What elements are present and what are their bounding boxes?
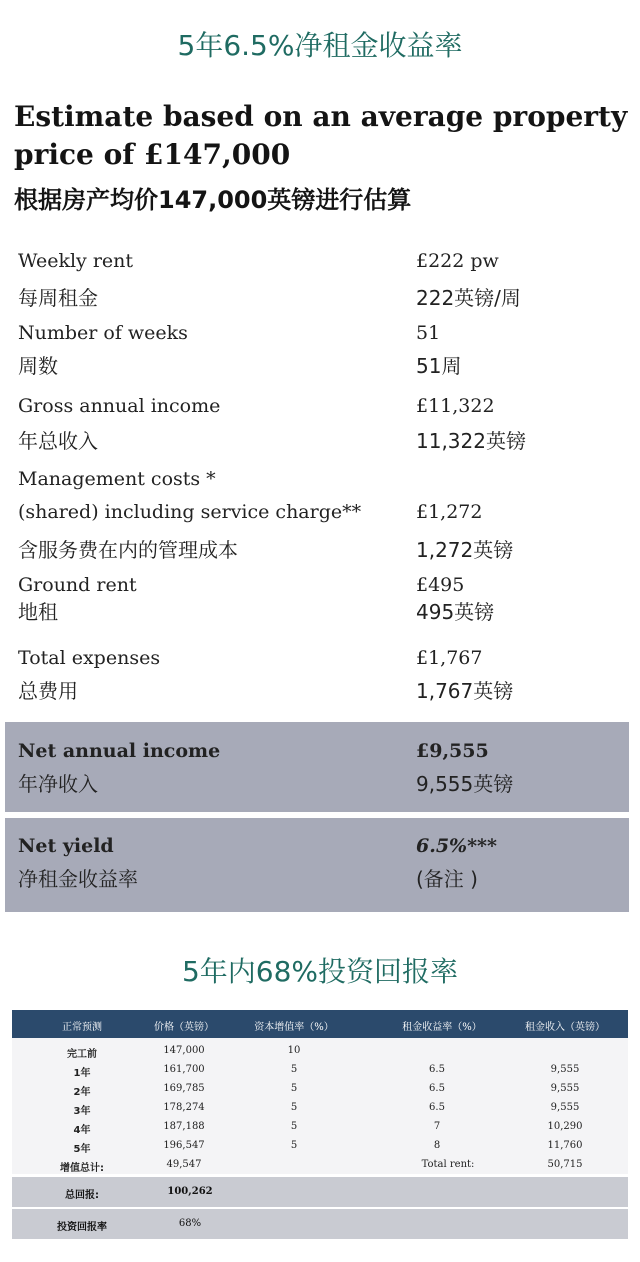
row-label-en: Gross annual income — [18, 395, 221, 417]
row-label-zh: 净租金收益率 — [18, 867, 138, 891]
row-value-en: £1,767 — [416, 647, 483, 669]
table-cell: 8 — [433, 1140, 441, 1151]
roi-band — [12, 1209, 628, 1239]
table-header-cell: 资本增值率（%） — [254, 1022, 334, 1033]
row-label-en: Net yield — [18, 835, 114, 857]
row-label-en: Weekly rent — [18, 250, 134, 272]
section-title: 5年内68%投资回报率 — [181, 955, 459, 988]
row-value-zh: 9,555英镑 — [416, 772, 514, 796]
table-header-cell: 租金收益率（%） — [402, 1022, 482, 1033]
row-value-en: 6.5%*** — [416, 835, 497, 857]
row-label-zh: 每周租金 — [18, 286, 98, 310]
roi-label: 投资回报率 — [57, 1222, 107, 1233]
row-label-en: Ground rent — [18, 574, 137, 596]
table-cell: 3年 — [73, 1106, 91, 1117]
table-cell: 11,760 — [547, 1140, 583, 1151]
table-header-cell: 正常预测 — [62, 1022, 102, 1033]
table-row — [12, 1157, 628, 1175]
table-cell: 7 — [433, 1121, 441, 1132]
table-cell: 169,785 — [163, 1083, 205, 1094]
row-label-zh: 地租 — [18, 600, 58, 624]
table-cell: 147,000 — [163, 1045, 205, 1056]
table-cell: 9,555 — [550, 1064, 580, 1075]
row-value-en: £11,322 — [416, 395, 495, 417]
row-label-zh: 总费用 — [18, 679, 78, 703]
row-value-en: 51 — [416, 322, 441, 344]
roi-value: 68% — [178, 1218, 202, 1229]
table-cell: 6.5 — [429, 1064, 445, 1075]
row-label-en-line2: (shared) including service charge** — [18, 501, 362, 523]
page-title: 5年6.5%净租金收益率 — [177, 29, 463, 62]
table-row — [12, 1043, 628, 1061]
row-value-en: £222 pw — [416, 250, 499, 272]
table-cell: 4年 — [73, 1125, 91, 1136]
row-label-zh: 年总收入 — [18, 429, 98, 453]
total-return-band — [12, 1177, 628, 1207]
row-value-zh: 222英镑/周 — [416, 286, 521, 310]
table-cell: 187,188 — [163, 1121, 205, 1132]
row-label-en: Total expenses — [18, 647, 161, 669]
table-cell: 6.5 — [429, 1102, 445, 1113]
table-cell: 1年 — [73, 1068, 91, 1079]
row-value-zh: 1,272英镑 — [416, 538, 514, 562]
table-cell: 49,547 — [166, 1159, 202, 1170]
table-cell: 2年 — [73, 1087, 91, 1098]
table-cell: 5 — [290, 1102, 298, 1113]
projection-table — [12, 1010, 628, 1240]
table-cell: 9,555 — [550, 1102, 580, 1113]
table-row — [12, 1119, 628, 1137]
net-annual-income-box — [5, 722, 629, 812]
table-row — [12, 1138, 628, 1156]
row-value-zh: 495英镑 — [416, 600, 495, 624]
table-cell: 9,555 — [550, 1083, 580, 1094]
row-label-en: Number of weeks — [18, 322, 188, 344]
row-value-zh: 51周 — [416, 354, 462, 378]
table-cell: 10,290 — [547, 1121, 583, 1132]
table-header — [12, 1010, 628, 1038]
total-return-value: 100,262 — [167, 1186, 213, 1197]
row-label-zh: 周数 — [18, 354, 58, 378]
row-value-zh: (备注 ) — [416, 867, 478, 891]
row-label-en: Net annual income — [18, 740, 221, 762]
table-cell: 5 — [290, 1140, 298, 1151]
estimate-subtitle: 根据房产均价147,000英镑进行估算 — [14, 186, 412, 214]
table-cell: 196,547 — [163, 1140, 205, 1151]
row-value-en: £1,272 — [416, 501, 483, 523]
table-cell: 6.5 — [429, 1083, 445, 1094]
table-cell: 5 — [290, 1121, 298, 1132]
row-value-zh: 1,767英镑 — [416, 679, 514, 703]
row-label-zh: 年净收入 — [18, 772, 98, 796]
row-label-en: Management costs * — [18, 468, 216, 490]
table-cell: 161,700 — [163, 1064, 205, 1075]
table-cell: 10 — [287, 1045, 301, 1056]
table-row — [12, 1081, 628, 1099]
table-cell: 增值总计: — [60, 1163, 104, 1174]
row-label-zh: 含服务费在内的管理成本 — [18, 538, 238, 562]
table-cell: 5年 — [73, 1144, 91, 1155]
table-cell: 5 — [290, 1064, 298, 1075]
table-cell: 178,274 — [163, 1102, 205, 1113]
table-header-cell: 租金收入（英镑） — [525, 1022, 605, 1033]
estimate-title: Estimate based on an average property price of £147,000 — [14, 100, 628, 171]
table-row — [12, 1062, 628, 1080]
table-cell: Total rent: — [421, 1159, 475, 1170]
table-header-cell: 价格（英镑） — [154, 1022, 214, 1033]
total-return-label: 总回报: — [65, 1190, 99, 1201]
row-value-zh: 11,322英镑 — [416, 429, 526, 453]
table-row — [12, 1100, 628, 1118]
table-cell: 50,715 — [547, 1159, 583, 1170]
table-cell: 5 — [290, 1083, 298, 1094]
table-cell: 完工前 — [67, 1049, 97, 1060]
row-value-en: £9,555 — [416, 740, 489, 762]
row-value-en: £495 — [416, 574, 465, 596]
